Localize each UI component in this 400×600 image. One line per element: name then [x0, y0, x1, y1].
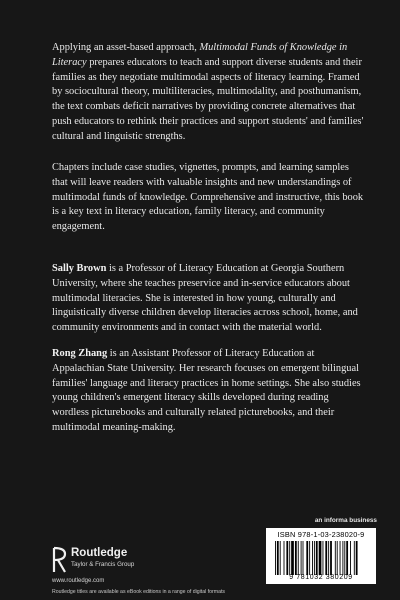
barcode — [266, 528, 376, 584]
barcode-bar — [286, 541, 288, 575]
author-bio-2 — [52, 347, 364, 436]
barcode-bar — [303, 541, 304, 575]
barcode-bar — [306, 541, 308, 575]
barcode-bar — [356, 541, 358, 575]
barcode-bar — [309, 541, 310, 575]
barcode-bar — [314, 541, 315, 575]
barcode-bar — [301, 541, 302, 575]
publisher-name: Routledge — [71, 547, 128, 559]
publisher-subtitle: Taylor & Francis Group — [71, 561, 135, 568]
barcode-bar — [328, 541, 329, 575]
author-bio-1 — [52, 262, 364, 336]
barcode-bar — [354, 541, 355, 575]
description-paragraph-2: Chapters include case studies, vignettes, prompts, and learning samples that will leave readers with valuable insights and new understandings of multimodal funds of knowledge. Comprehensive and instructive, this book is a key text in literacy education, family literacy, and community engagement. — [52, 162, 364, 233]
barcode-bar — [323, 541, 324, 575]
ebook-note: Routledge titles are available as eBook editions in a range of digital formats — [52, 589, 226, 595]
barcode-bar — [289, 541, 290, 575]
author-bio-text: is a Professor of Literacy Education at Georgia Southern University, where she teaches preservice and in-service educators about multimodal literacies. She is interested in how young, culturally and linguistically diverse children develop literacies across school, home, and community environments and in contact with the material world. — [52, 263, 358, 334]
barcode-bar — [291, 541, 294, 575]
barcode-bar — [319, 541, 322, 575]
barcode-bars — [275, 541, 371, 575]
barcode-bar — [316, 541, 318, 575]
barcode-bar — [350, 541, 351, 575]
routledge-r-icon — [52, 546, 67, 574]
informa-label: an informa business — [314, 517, 377, 524]
barcode-bar — [280, 541, 281, 575]
book-title-italic: Multimodal Funds of Knowledge in Literacy — [52, 42, 348, 68]
barcode-bar — [312, 541, 313, 575]
description-rest: prepares educators to teach and support diverse students and their families as they negotiate multimodal aspects of literacy learning. Framed by sociocultural theory, multiliteracies, multimodality, and posthumanism, the text combats deficit narratives by providing concrete alternatives that push educators to rethink their practices and support students' and families' cultural and linguistic strengths. — [52, 56, 364, 142]
barcode-bar — [298, 541, 299, 575]
isbn-label: ISBN 978-1-03-238020-9 — [277, 530, 365, 539]
barcode-bar — [337, 541, 338, 575]
barcode-bar — [346, 541, 348, 575]
barcode-bar — [330, 541, 332, 575]
barcode-bar — [340, 541, 341, 575]
routledge-logo — [52, 546, 172, 578]
description-lead: Applying an asset-based approach, — [52, 42, 200, 53]
barcode-bar — [342, 541, 343, 575]
publisher-url: www.routledge.com — [52, 578, 105, 584]
author-name: Rong Zhang — [52, 348, 108, 359]
barcode-bar — [325, 541, 327, 575]
barcode-bar — [284, 541, 285, 575]
barcode-bar — [335, 541, 336, 575]
author-name: Sally Brown — [52, 263, 107, 274]
barcode-number: 9 781032 380209 — [289, 574, 353, 581]
description-paragraph-1 — [52, 41, 364, 145]
barcode-bar — [344, 541, 345, 575]
author-bio-text: is an Assistant Professor of Literacy Education at Appalachian State University. Her research focuses on emergent bilingual families' language and literacy practices in home settings. She also studies young children's emergent literacy skills developed during reading wordless picturebooks and culturally related picturebooks, and their multimodal meaning-making. — [52, 348, 361, 433]
barcode-bar — [275, 541, 276, 575]
barcode-bar — [295, 541, 297, 575]
barcode-bar — [277, 541, 279, 575]
